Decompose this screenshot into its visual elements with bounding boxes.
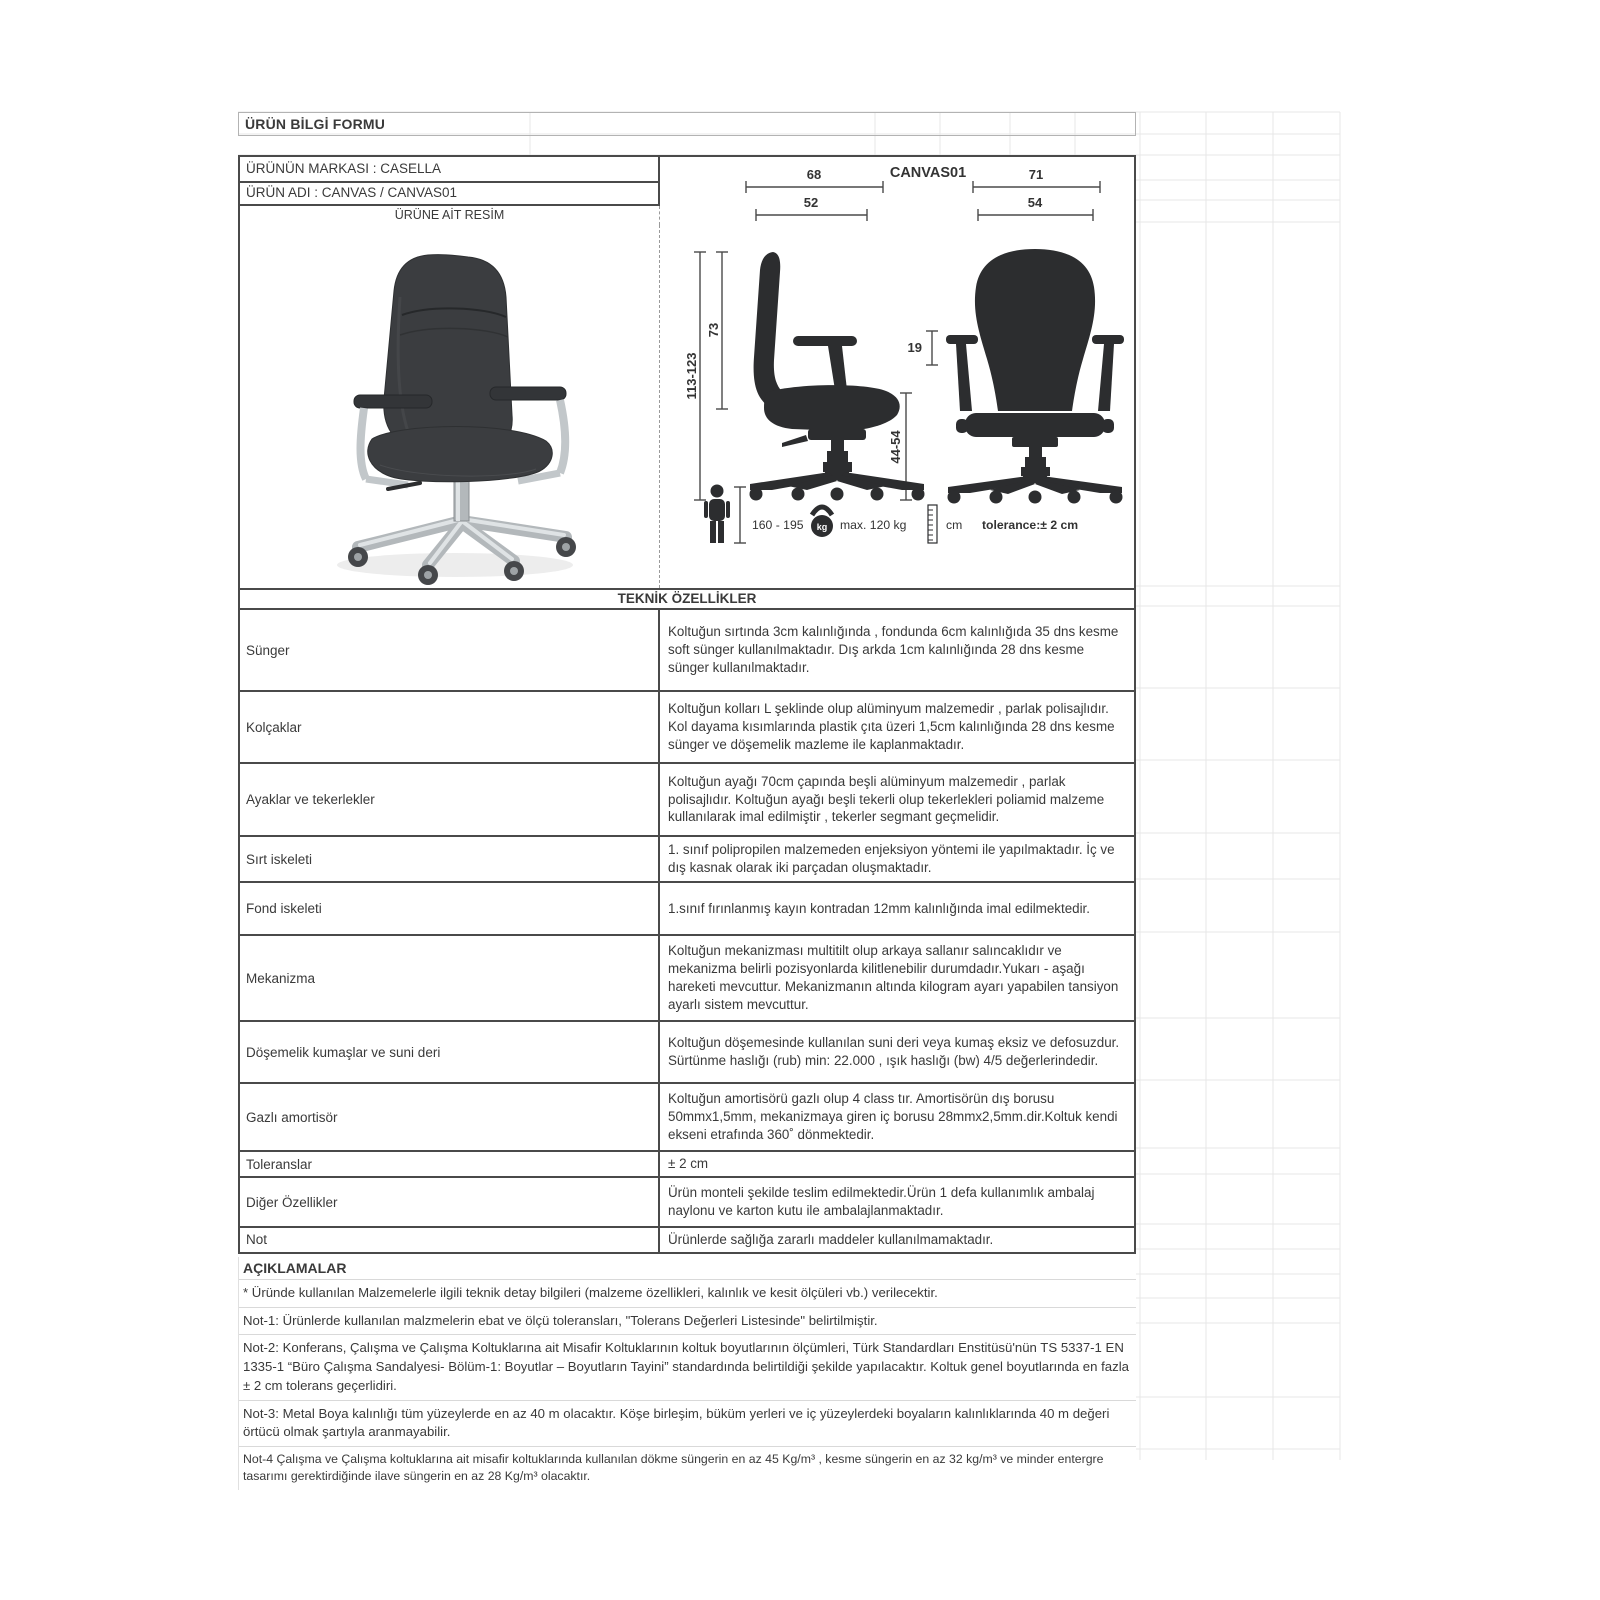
tech-row-label: Toleranslar: [240, 1152, 660, 1176]
dim-front-back-width: [973, 167, 1100, 193]
table-row: [240, 692, 1134, 764]
dim-front-seat-width: [978, 195, 1093, 221]
chair-backrest: [383, 254, 511, 454]
form-title: ÜRÜN BİLGİ FORMU: [238, 112, 1136, 136]
tolerance-label: tolerance:± 2 cm: [982, 518, 1079, 532]
tech-row-label: Sünger: [240, 610, 660, 690]
tech-row-value: Koltuğun sırtında 3cm kalınlığında , fondunda 6cm kalınlığıda 35 dns kesme soft sünger kullanılmaktadır. Dış arkda 1cm kalınlığında 28 dns kesme sünger kullanılmaktadır.: [668, 624, 1119, 675]
dim-armrest-height: [908, 331, 938, 365]
svg-text:54: 54: [1027, 195, 1043, 210]
product-name-row: ÜRÜN ADI : CANVAS / CANVAS01: [240, 183, 660, 206]
right-armrest-pad: [490, 387, 566, 400]
svg-text:52: 52: [803, 195, 819, 210]
back-view-chair-icon: [946, 249, 1124, 504]
svg-text:44-54: 44-54: [888, 430, 903, 464]
note-item: Not-4 Çalışma ve Çalışma koltuklarına ait misafir koltuklarında kullanılan dökme süngerin en az 45 Kg/m³ , kesme süngerin en az 32 kg/m³ ve minder entergre tasarımı gerektirdiğinde ilave süngerin en az 28 Kg/m³ olacaktır.: [239, 1446, 1136, 1490]
dimension-diagram: [660, 157, 1132, 586]
tech-row-value: ± 2 cm: [668, 1156, 709, 1172]
tech-row-label: Ayaklar ve tekerlekler: [240, 764, 660, 835]
table-row: [240, 1178, 1134, 1228]
tech-row-value: Koltuğun döşemesinde kullanılan suni deri veya kumaş eksiz ve defosuzdur. Sürtünme haslığı (rub) min: 22.000 , ışık haslığı (bw) 4/5 değerlerindedir.: [668, 1035, 1120, 1068]
tech-specs-header: TEKNİK ÖZELLİKLER: [240, 588, 1134, 610]
tech-row-label: Diğer Özellikler: [240, 1178, 660, 1226]
table-row: [240, 936, 1134, 1022]
brand-row: ÜRÜNÜN MARKASI : CASELLA: [240, 157, 660, 183]
svg-text:73: 73: [706, 322, 721, 338]
weight-kg-icon: [811, 507, 833, 537]
office-chair-photo: [280, 227, 620, 587]
table-row: [240, 610, 1134, 692]
person-height-bracket: [734, 487, 746, 543]
note-item: Not-1: Ürünlerde kullanılan malzmelerin ebat ve ölçü toleransları, "Tolerans Değerleri Listesinde" belirtilmiştir.: [239, 1307, 1136, 1335]
tech-row-label: Gazlı amortisör: [240, 1084, 660, 1150]
person-icon: [704, 485, 730, 544]
note-item: * Üründe kullanılan Malzemelerle ilgili teknik detay bilgileri (malzeme özellikleri, kalınlık ve kesit ölçüleri vb.) verilecektir.: [239, 1279, 1136, 1307]
table-row: [240, 1084, 1134, 1152]
tech-row-value: Koltuğun ayağı 70cm çapında beşli alüminyum malzemedir , parlak polisajlıdır. Koltuğun ayağı beşli tekerli olup tekerlekleri poliamid malzeme kullanılarak imal edilmiştir , tekerler segmant geçmelidir.: [668, 773, 1105, 825]
person-height-label: 160 - 195: [752, 518, 804, 532]
tech-row-label: Sırt iskeleti: [240, 837, 660, 881]
product-photo-cell: [240, 225, 660, 588]
ruler-icon: [928, 505, 937, 543]
tech-row-label: Döşemelik kumaşlar ve suni deri: [240, 1022, 660, 1082]
table-row: [240, 1022, 1134, 1084]
left-armrest-pad: [354, 395, 432, 408]
max-weight-label: max. 120 kg: [840, 518, 907, 532]
product-form-table: [238, 155, 1136, 1254]
table-row: [240, 837, 1134, 883]
product-identity-column: [240, 157, 660, 588]
remarks-header: AÇIKLAMALAR: [243, 1259, 347, 1276]
tech-row-value: Koltuğun kolları L şeklinde olup alüminyum malzemedir , parlak polisajlıdır. Kol dayama kısımlarında plastik çıta üzeri 1,5cm kalınlığında 28 dns kesme sünger ve döşemelik mazleme ile kaplanmaktadır.: [668, 701, 1115, 752]
product-header-section: [240, 157, 1134, 588]
dimension-diagram-cell: [660, 157, 1134, 588]
tech-row-value: 1.sınıf fırınlanmış kayın kontradan 12mm kalınlığında imal edilmektedir.: [668, 900, 1091, 916]
remarks-section: [238, 1257, 1136, 1490]
svg-text:71: 71: [1028, 167, 1044, 182]
svg-text:113-123: 113-123: [684, 352, 699, 400]
dim-side-seat-width: [756, 195, 867, 221]
tech-row-label: Not: [240, 1228, 660, 1252]
svg-text:kg: kg: [816, 522, 828, 532]
table-row: [240, 1152, 1134, 1178]
tech-row-value: Ürünlerde sağlığa zararlı maddeler kullanılmamaktadır.: [668, 1232, 994, 1247]
unit-label: cm: [946, 518, 963, 532]
spacer-row: [238, 136, 1136, 155]
tech-row-value: Koltuğun mekanizması multitilt olup arkaya sallanır salıncaklıdır ve mekanizma belirli pozisyonlarda kilitlenebilir durumdadır.Yukarı - aşağı hareketi mevcuttur. Mekanizmanın altında kilogram ayarı yapabilen tansiyon ayarlı sistem mevcuttur.: [668, 943, 1119, 1012]
table-row: [240, 764, 1134, 837]
table-row: [240, 883, 1134, 936]
image-caption-row: ÜRÜNE AİT RESİM: [240, 206, 660, 225]
note-item: Not-2: Konferans, Çalışma ve Çalışma Koltuklarına ait Misafir Koltuklarının koltuk boyutlarının ölçümleri, Türk Standardları Enstitüsü'nün TS 5337-1 EN 1335-1 “Büro Çalışma Sandalyesi- Bölüm-1: Boyutlar – Boyutların Tayini” standardında belirtildiği şekilde yapılacaktır. Koltuk genel boyutlarında en fazla ± 2 cm tolerans geçerlidiri.: [239, 1334, 1136, 1399]
dim-backrest-height: [706, 252, 728, 409]
dim-total-height: [684, 252, 706, 500]
table-row: [240, 1228, 1134, 1252]
svg-text:19: 19: [907, 340, 922, 355]
tech-row-label: Mekanizma: [240, 936, 660, 1020]
form-content: [238, 112, 1136, 1490]
tech-row-value: Ürün monteli şekilde teslim edilmektedir.Ürün 1 defa kullanımlık ambalaj naylonu ve karton kutu ile ambalajlanmaktadır.: [668, 1185, 1095, 1218]
dim-side-back-width: [746, 167, 883, 193]
chair-seat: [367, 426, 552, 481]
tech-row-value: 1. sınıf polipropilen malzemeden enjeksiyon yöntemi ile yapılmaktadır. İç ve dış kasnak olarak iki parçadan oluşmaktadır.: [668, 842, 1115, 875]
tech-row-label: Fond iskeleti: [240, 883, 660, 934]
note-item: Not-3: Metal Boya kalınlığı tüm yüzeylerde en az 40 m olacaktır. Köşe birleşim, büküm yerleri ve iç yüzeylerdeki boyaların kalınlıklarında 40 m değeri örtücü olmak şartıyla aranmayabilir.: [239, 1400, 1136, 1446]
tech-row-value: Koltuğun amortisörü gazlı olup 4 class tır. Amortisörün dış borusu 50mmx1,5mm, mekanizmaya giren iç borusu 28mmx2,5mm.dir.Koltuk kendi ekseni etrafında 360˚ dönmektedir.: [668, 1091, 1118, 1142]
model-label: CANVAS01: [889, 165, 967, 181]
tech-row-label: Kolçaklar: [240, 692, 660, 762]
svg-text:68: 68: [806, 167, 822, 182]
